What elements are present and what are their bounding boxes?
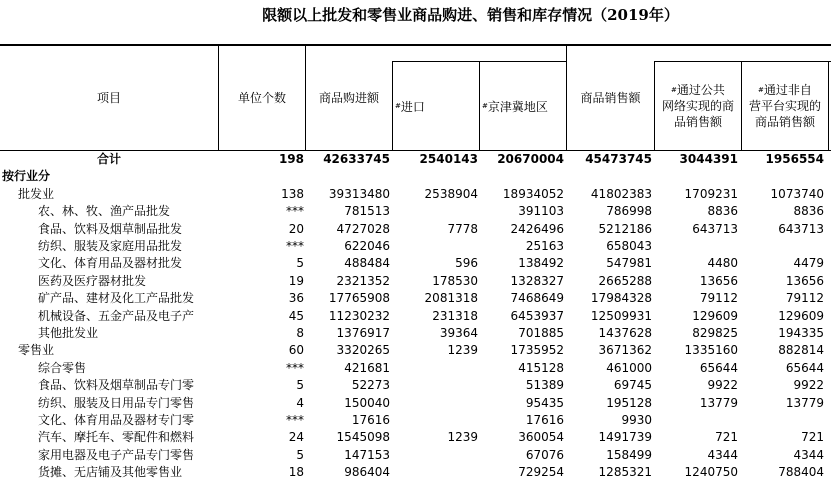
cell-purchase: 1545098 bbox=[336, 430, 390, 445]
table-row bbox=[0, 429, 831, 446]
cell-units: 18 bbox=[288, 465, 304, 480]
table-row bbox=[0, 238, 831, 255]
cell-sales: 12509931 bbox=[590, 308, 652, 323]
table-row bbox=[0, 377, 831, 394]
cell-purchase: 986404 bbox=[344, 465, 390, 480]
header-nonself bbox=[742, 62, 828, 150]
cell-public-net: 13656 bbox=[699, 273, 738, 288]
header-units-label: 单位个数 bbox=[237, 91, 286, 105]
cell-sales: 1285321 bbox=[598, 465, 652, 480]
cell-units: 138 bbox=[281, 186, 304, 201]
sub-marker: # bbox=[671, 86, 677, 94]
row-label: 食品、饮料及烟草制品专门零 bbox=[38, 378, 195, 393]
total-purchase: 42633745 bbox=[323, 152, 390, 166]
cell-jjj: 391103 bbox=[518, 204, 564, 219]
cell-sales: 658043 bbox=[606, 239, 652, 253]
row-label: 家用电器及电子产品专门零售 bbox=[38, 447, 195, 462]
cell-nonself: 194335 bbox=[778, 326, 824, 340]
cell-purchase: 150040 bbox=[344, 395, 390, 410]
cell-purchase: 11230232 bbox=[328, 308, 390, 323]
cell-purchase: 488484 bbox=[344, 256, 390, 271]
header-import bbox=[393, 62, 479, 150]
table-row bbox=[0, 395, 831, 412]
cell-public-net: 129609 bbox=[692, 308, 738, 323]
cell-public-net: 9922 bbox=[707, 378, 738, 393]
cell-jjj: 6453937 bbox=[510, 308, 564, 323]
cell-nonself: 4344 bbox=[793, 447, 824, 462]
cell-sales: 41802383 bbox=[590, 186, 652, 201]
sub-marker: # bbox=[395, 102, 401, 110]
header-public-net-line1: 通过公共 bbox=[676, 83, 725, 97]
cell-units: 5 bbox=[296, 378, 304, 393]
header-public-net-line2: 网络实现的商 bbox=[661, 99, 734, 113]
cell-jjj: 1328327 bbox=[510, 273, 564, 288]
header-purchase-label: 商品购进额 bbox=[318, 91, 379, 105]
cell-jjj: 25163 bbox=[525, 239, 564, 253]
cell-units: *** bbox=[286, 413, 304, 427]
cell-purchase: 147153 bbox=[344, 447, 390, 462]
cell-units: 4 bbox=[296, 395, 304, 410]
cell-units: 45 bbox=[288, 308, 304, 323]
cell-units: 5 bbox=[296, 447, 304, 462]
cell-import: 39364 bbox=[439, 326, 478, 340]
cell-nonself: 882814 bbox=[778, 343, 824, 358]
cell-import: 2081318 bbox=[424, 291, 478, 306]
cell-public-net: 65644 bbox=[699, 360, 738, 375]
cell-nonself: 13656 bbox=[785, 273, 824, 288]
cell-purchase: 52273 bbox=[351, 378, 390, 393]
header-jjj-label: 京津冀地区 bbox=[487, 99, 548, 114]
cell-import: 596 bbox=[455, 256, 478, 271]
table-row bbox=[0, 273, 831, 290]
cell-public-net: 8836 bbox=[707, 204, 738, 219]
cell-public-net: 643713 bbox=[692, 221, 738, 236]
header-units bbox=[219, 45, 305, 150]
header-nonself-line2: 营平台实现的 bbox=[748, 99, 821, 113]
cell-public-net: 721 bbox=[715, 430, 738, 445]
cell-jjj: 729254 bbox=[518, 465, 564, 480]
cell-nonself: 721 bbox=[801, 430, 824, 445]
cell-sales: 17984328 bbox=[590, 291, 652, 306]
cell-import: 178530 bbox=[432, 273, 478, 288]
cell-import: 1239 bbox=[447, 430, 478, 445]
cell-nonself: 9922 bbox=[793, 378, 824, 393]
header-jjj bbox=[480, 62, 566, 150]
cell-nonself: 8836 bbox=[793, 204, 824, 219]
cell-units: 60 bbox=[288, 343, 304, 358]
cell-jjj: 95435 bbox=[525, 395, 564, 410]
header-sales bbox=[567, 45, 654, 150]
sub-marker: # bbox=[758, 86, 764, 94]
header-item bbox=[0, 45, 218, 150]
header-public-net-line3: 品销售额 bbox=[673, 115, 722, 129]
header-item-label: 项目 bbox=[96, 91, 121, 105]
cell-public-net: 1335160 bbox=[684, 343, 738, 358]
header-import-label: 进口 bbox=[400, 99, 425, 114]
cell-jjj: 1735952 bbox=[510, 343, 564, 358]
col-divider-8 bbox=[828, 61, 829, 151]
cell-public-net: 1709231 bbox=[684, 186, 738, 201]
table-row bbox=[0, 308, 831, 325]
table-row bbox=[0, 290, 831, 307]
row-label: 批发业 bbox=[18, 186, 55, 201]
total-import: 2540143 bbox=[419, 152, 478, 166]
table-row bbox=[0, 325, 831, 342]
cell-nonself: 129609 bbox=[778, 308, 824, 323]
cell-import: 1239 bbox=[447, 343, 478, 358]
cell-purchase: 2321352 bbox=[336, 273, 390, 288]
cell-jjj: 360054 bbox=[518, 430, 564, 445]
cell-units: *** bbox=[286, 239, 304, 253]
row-label: 其他批发业 bbox=[38, 326, 99, 340]
cell-import: 7778 bbox=[447, 221, 478, 236]
row-label: 汽车、摩托车、零配件和燃料 bbox=[38, 430, 195, 445]
cell-purchase: 3320265 bbox=[336, 343, 390, 358]
cell-nonself: 788404 bbox=[778, 465, 824, 480]
cell-nonself: 79112 bbox=[785, 291, 824, 306]
row-label: 文化、体育用品及器材批发 bbox=[38, 256, 183, 271]
row-label: 农、林、牧、渔产品批发 bbox=[38, 204, 171, 219]
cell-sales: 158499 bbox=[606, 447, 652, 462]
section-label: 按行业分 bbox=[2, 169, 51, 184]
cell-jjj: 51389 bbox=[525, 378, 564, 393]
total-jjj: 20670004 bbox=[497, 152, 564, 166]
row-label: 零售业 bbox=[18, 343, 55, 358]
cell-sales: 3671362 bbox=[598, 343, 652, 358]
cell-public-net: 829825 bbox=[692, 326, 738, 340]
row-label: 纺织、服装及日用品专门零售 bbox=[38, 395, 195, 410]
row-label: 文化、体育用品及器材专门零 bbox=[38, 413, 195, 427]
cell-units: *** bbox=[286, 360, 304, 375]
sub-marker: # bbox=[482, 102, 488, 110]
total-row bbox=[0, 151, 831, 168]
cell-purchase: 17765908 bbox=[328, 291, 390, 306]
cell-units: 24 bbox=[288, 430, 304, 445]
row-label: 机械设备、五金产品及电子产 bbox=[38, 308, 195, 323]
table-row bbox=[0, 342, 831, 359]
cell-jjj: 2426496 bbox=[510, 221, 564, 236]
table-row bbox=[0, 221, 831, 238]
cell-sales: 547981 bbox=[606, 256, 652, 271]
total-public-net: 3044391 bbox=[679, 152, 738, 166]
cell-jjj: 7468649 bbox=[510, 291, 564, 306]
row-label: 食品、饮料及烟草制品批发 bbox=[38, 221, 183, 236]
table-row bbox=[0, 186, 831, 203]
cell-jjj: 415128 bbox=[518, 360, 564, 375]
cell-sales: 2665288 bbox=[598, 273, 652, 288]
header-sales-label: 商品销售额 bbox=[580, 91, 641, 105]
cell-units: 5 bbox=[296, 256, 304, 271]
cell-jjj: 138492 bbox=[518, 256, 564, 271]
cell-purchase: 1376917 bbox=[336, 326, 390, 340]
cell-purchase: 17616 bbox=[351, 413, 390, 427]
cell-public-net: 4480 bbox=[707, 256, 738, 271]
row-label: 纺织、服装及家庭用品批发 bbox=[38, 239, 183, 253]
cell-import: 231318 bbox=[432, 308, 478, 323]
cell-sales: 195128 bbox=[606, 395, 652, 410]
cell-sales: 69745 bbox=[613, 378, 652, 393]
cell-sales: 9930 bbox=[621, 413, 652, 427]
cell-sales: 461000 bbox=[606, 360, 652, 375]
cell-purchase: 421681 bbox=[344, 360, 390, 375]
header-purchase bbox=[306, 45, 392, 150]
cell-purchase: 39313480 bbox=[328, 186, 390, 201]
cell-units: 36 bbox=[288, 291, 304, 306]
cell-jjj: 67076 bbox=[525, 447, 564, 462]
cell-units: 19 bbox=[288, 273, 304, 288]
cell-units: 8 bbox=[296, 326, 304, 340]
header-nonself-line1: 通过非自 bbox=[763, 83, 812, 97]
cell-public-net: 1240750 bbox=[684, 465, 738, 480]
header-public-net bbox=[655, 62, 741, 150]
cell-public-net: 13779 bbox=[699, 395, 738, 410]
cell-units: 20 bbox=[288, 221, 304, 236]
row-label: 综合零售 bbox=[38, 360, 87, 375]
cell-import: 2538904 bbox=[424, 186, 478, 201]
table-row bbox=[0, 360, 831, 377]
cell-sales: 1437628 bbox=[598, 326, 652, 340]
cell-nonself: 4479 bbox=[793, 256, 824, 271]
page-title: 限额以上批发和零售业商品购进、销售和库存情况（2019年） bbox=[262, 6, 679, 24]
cell-sales: 5212186 bbox=[598, 221, 652, 236]
cell-sales: 786998 bbox=[606, 204, 652, 219]
total-units: 198 bbox=[278, 152, 304, 166]
cell-units: *** bbox=[286, 204, 304, 219]
cell-jjj: 18934052 bbox=[502, 186, 564, 201]
cell-nonself: 65644 bbox=[785, 360, 824, 375]
table-row bbox=[0, 203, 831, 220]
section-row bbox=[0, 168, 831, 185]
row-label: 货摊、无店铺及其他零售业 bbox=[38, 465, 183, 480]
table-row bbox=[0, 464, 831, 481]
cell-purchase: 781513 bbox=[344, 204, 390, 219]
table-row bbox=[0, 412, 831, 429]
total-label: 合计 bbox=[96, 152, 121, 166]
cell-public-net: 4344 bbox=[707, 447, 738, 462]
header-nonself-line3: 商品销售额 bbox=[754, 115, 815, 129]
total-nonself: 1956554 bbox=[765, 152, 824, 166]
cell-sales: 1491739 bbox=[598, 430, 652, 445]
row-label: 矿产品、建材及化工产品批发 bbox=[38, 291, 195, 306]
cell-jjj: 701885 bbox=[518, 326, 564, 340]
total-sales: 45473745 bbox=[585, 152, 652, 166]
cell-purchase: 622046 bbox=[344, 239, 390, 253]
table-row bbox=[0, 255, 831, 272]
cell-public-net: 79112 bbox=[699, 291, 738, 306]
table-row bbox=[0, 447, 831, 464]
row-label: 医药及医疗器材批发 bbox=[38, 273, 147, 288]
cell-nonself: 643713 bbox=[778, 221, 824, 236]
cell-nonself: 13779 bbox=[785, 395, 824, 410]
cell-nonself: 1073740 bbox=[770, 186, 824, 201]
cell-purchase: 4727028 bbox=[336, 221, 390, 236]
cell-jjj: 17616 bbox=[525, 413, 564, 427]
